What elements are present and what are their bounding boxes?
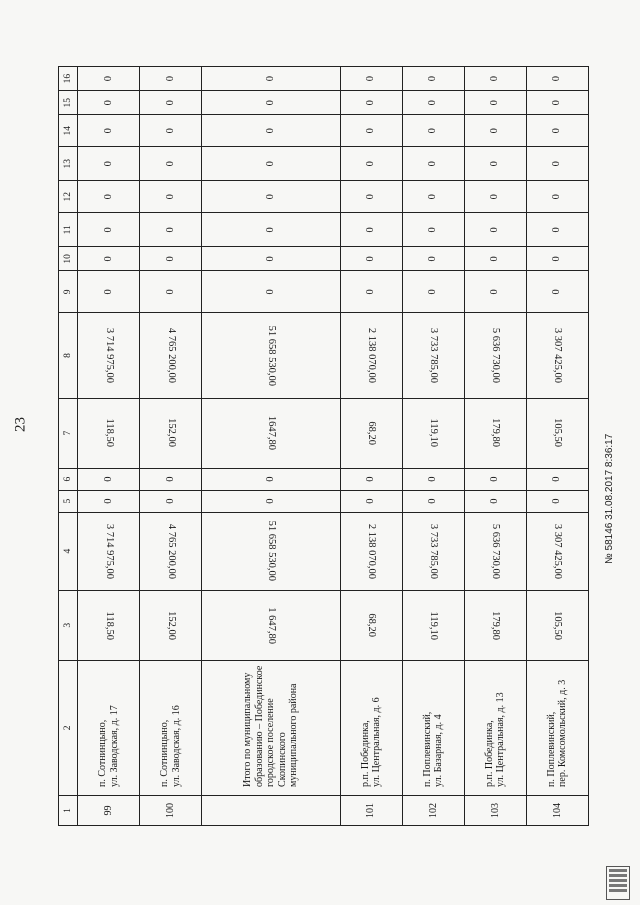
value-cell-c3 (202, 590, 341, 660)
value-cell-c6: 0 (464, 468, 526, 490)
value-text: 152,00 (165, 418, 177, 448)
table-row (202, 67, 341, 826)
value-cell-c7 (140, 398, 202, 468)
value-cell-c15: 0 (78, 91, 140, 115)
value-cell-c4 (140, 512, 202, 590)
value-cell-c9: 0 (464, 271, 526, 313)
value-text: 3 307 425,00 (552, 523, 564, 579)
address-cell: п. Сотнинцыно, ул. Заводская, д. 17 (78, 660, 140, 795)
value-cell-c10: 0 (202, 247, 341, 271)
value-cell-c10: 0 (402, 247, 464, 271)
value-cell-c5: 0 (526, 490, 588, 512)
value-text: 1647,80 (265, 416, 277, 451)
column-header-14: 14 (59, 115, 78, 147)
value-cell-c11: 0 (526, 213, 588, 247)
value-cell-c8 (202, 313, 341, 398)
value-text: 3 733 785,00 (428, 523, 440, 579)
value-cell-c16: 0 (340, 67, 402, 91)
table-row (340, 67, 402, 826)
value-cell-c14: 0 (402, 115, 464, 147)
table-row (78, 67, 140, 826)
value-cell-c15: 0 (402, 91, 464, 115)
value-cell-c7 (526, 398, 588, 468)
value-cell-c3 (402, 590, 464, 660)
row-number-cell: 104 (526, 795, 588, 825)
value-text: 68,20 (366, 613, 378, 638)
address-cell: п. Поплевинский, ул. Базарная, д. 4 (402, 660, 464, 795)
value-cell-c12: 0 (78, 181, 140, 213)
data-table (58, 66, 589, 826)
value-text: 4 765 200,00 (165, 523, 177, 579)
value-cell-c10: 0 (78, 247, 140, 271)
value-text: 118,50 (103, 418, 115, 448)
value-cell-c14: 0 (340, 115, 402, 147)
column-header-13: 13 (59, 147, 78, 181)
column-header-16: 16 (59, 67, 78, 91)
value-cell-c12: 0 (340, 181, 402, 213)
value-cell-c14: 0 (526, 115, 588, 147)
table-row (402, 67, 464, 826)
value-cell-c3 (464, 590, 526, 660)
column-header-12: 12 (59, 181, 78, 213)
value-cell-c16: 0 (78, 67, 140, 91)
value-text: 3 714 975,00 (103, 523, 115, 579)
column-header-8: 8 (59, 313, 78, 398)
column-header-3: 3 (59, 590, 78, 660)
value-cell-c5: 0 (202, 490, 341, 512)
value-text: 3 733 785,00 (428, 327, 440, 384)
value-cell-c8 (78, 313, 140, 398)
value-cell-c8 (402, 313, 464, 398)
value-text: 51 658 530,00 (265, 520, 277, 582)
column-header-9: 9 (59, 271, 78, 313)
value-cell-c5: 0 (402, 490, 464, 512)
value-cell-c11: 0 (340, 213, 402, 247)
value-cell-c6: 0 (202, 468, 341, 490)
value-cell-c13: 0 (140, 147, 202, 181)
value-cell-c12: 0 (526, 181, 588, 213)
value-cell-c5: 0 (140, 490, 202, 512)
value-cell-c3 (340, 590, 402, 660)
table-row (464, 67, 526, 826)
column-header-2: 2 (59, 660, 78, 795)
value-cell-c15: 0 (340, 91, 402, 115)
value-cell-c9: 0 (402, 271, 464, 313)
value-cell-c16: 0 (526, 67, 588, 91)
barcode-stamp-icon (606, 866, 630, 900)
column-header-1: 1 (59, 795, 78, 825)
value-cell-c7 (402, 398, 464, 468)
value-cell-c6: 0 (526, 468, 588, 490)
value-cell-c15: 0 (464, 91, 526, 115)
value-text: 51 658 530,00 (265, 325, 277, 386)
value-cell-c11: 0 (202, 213, 341, 247)
value-cell-c10: 0 (526, 247, 588, 271)
value-text: 105,50 (552, 610, 564, 640)
value-text: 68,20 (366, 421, 378, 445)
column-header-6: 6 (59, 468, 78, 490)
value-text: 118,50 (103, 611, 115, 640)
value-cell-c12: 0 (464, 181, 526, 213)
value-cell-c9: 0 (140, 271, 202, 313)
document-table-rotated (58, 66, 589, 826)
column-header-7: 7 (59, 398, 78, 468)
value-cell-c6: 0 (402, 468, 464, 490)
value-cell-c4 (340, 512, 402, 590)
value-text: 152,00 (165, 610, 177, 640)
value-cell-c10: 0 (340, 247, 402, 271)
column-header-10: 10 (59, 247, 78, 271)
value-cell-c7 (340, 398, 402, 468)
value-cell-c5: 0 (340, 490, 402, 512)
table-body (78, 67, 589, 826)
value-cell-c10: 0 (140, 247, 202, 271)
row-number-cell (202, 795, 341, 825)
document-registration-stamp: № 58146 31.08.2017 8:36:17 (604, 433, 615, 564)
row-number-cell: 101 (340, 795, 402, 825)
address-cell: р.п. Побединка, ул. Центральная, д. 6 (340, 660, 402, 795)
value-cell-c9: 0 (202, 271, 341, 313)
value-cell-c5: 0 (464, 490, 526, 512)
value-cell-c13: 0 (78, 147, 140, 181)
value-cell-c6: 0 (140, 468, 202, 490)
value-cell-c6: 0 (78, 468, 140, 490)
value-cell-c16: 0 (402, 67, 464, 91)
row-number-cell: 99 (78, 795, 140, 825)
value-cell-c12: 0 (402, 181, 464, 213)
value-cell-c11: 0 (402, 213, 464, 247)
value-cell-c4 (78, 512, 140, 590)
value-cell-c16: 0 (464, 67, 526, 91)
value-cell-c8 (340, 313, 402, 398)
row-number-cell: 103 (464, 795, 526, 825)
value-cell-c4 (526, 512, 588, 590)
value-cell-c16: 0 (202, 67, 341, 91)
value-cell-c16: 0 (140, 67, 202, 91)
table-row (140, 67, 202, 826)
value-cell-c15: 0 (140, 91, 202, 115)
value-cell-c3 (140, 590, 202, 660)
value-cell-c11: 0 (464, 213, 526, 247)
value-cell-c3 (526, 590, 588, 660)
value-cell-c14: 0 (464, 115, 526, 147)
value-cell-c15: 0 (202, 91, 341, 115)
value-cell-c12: 0 (202, 181, 341, 213)
column-header-15: 15 (59, 91, 78, 115)
value-text: 2 138 070,00 (366, 327, 378, 384)
value-text: 5 636 730,00 (490, 327, 502, 384)
value-cell-c13: 0 (202, 147, 341, 181)
column-header-4: 4 (59, 512, 78, 590)
value-text: 179,80 (490, 610, 502, 640)
value-text: 119,10 (428, 611, 440, 640)
value-cell-c10: 0 (464, 247, 526, 271)
value-cell-c12: 0 (140, 181, 202, 213)
value-cell-c7 (78, 398, 140, 468)
value-cell-c11: 0 (78, 213, 140, 247)
column-header-11: 11 (59, 213, 78, 247)
row-number-cell: 102 (402, 795, 464, 825)
value-cell-c6: 0 (340, 468, 402, 490)
value-cell-c4 (202, 512, 341, 590)
value-cell-c14: 0 (140, 115, 202, 147)
value-text: 3 714 975,00 (103, 327, 115, 384)
value-cell-c9: 0 (340, 271, 402, 313)
value-cell-c14: 0 (78, 115, 140, 147)
value-cell-c4 (402, 512, 464, 590)
value-text: 3 307 425,00 (552, 327, 564, 384)
column-number-row (59, 67, 78, 826)
value-cell-c7 (202, 398, 341, 468)
value-text: 4 765 200,00 (165, 327, 177, 384)
value-text: 179,80 (490, 418, 502, 448)
value-text: 5 636 730,00 (490, 523, 502, 579)
value-cell-c13: 0 (464, 147, 526, 181)
value-cell-c3 (78, 590, 140, 660)
value-cell-c13: 0 (402, 147, 464, 181)
value-cell-c13: 0 (340, 147, 402, 181)
address-cell: р.п. Побединка, ул. Центральная, д. 13 (464, 660, 526, 795)
value-text: 1 647,80 (265, 606, 277, 644)
value-cell-c8 (526, 313, 588, 398)
value-text: 2 138 070,00 (366, 523, 378, 579)
value-cell-c14: 0 (202, 115, 341, 147)
row-number-cell: 100 (140, 795, 202, 825)
table-row (526, 67, 588, 826)
value-cell-c9: 0 (78, 271, 140, 313)
value-text: 105,50 (552, 418, 564, 448)
value-cell-c9: 0 (526, 271, 588, 313)
value-cell-c8 (464, 313, 526, 398)
value-cell-c15: 0 (526, 91, 588, 115)
value-cell-c8 (140, 313, 202, 398)
address-cell: п. Сотнинцыно, ул. Заводская, д. 16 (140, 660, 202, 795)
address-cell: п. Поплевинский, пер. Комсомольский, д. 3 (526, 660, 588, 795)
address-cell: Итого по муниципальному образованию – Побединское городское поселение Скопинского муниципального района (202, 660, 341, 795)
value-text: 119,10 (428, 418, 440, 448)
value-cell-c5: 0 (78, 490, 140, 512)
document-footer (604, 324, 622, 604)
value-cell-c11: 0 (140, 213, 202, 247)
value-cell-c4 (464, 512, 526, 590)
page-number: 23 (12, 417, 29, 432)
value-cell-c7 (464, 398, 526, 468)
column-header-5: 5 (59, 490, 78, 512)
value-cell-c13: 0 (526, 147, 588, 181)
